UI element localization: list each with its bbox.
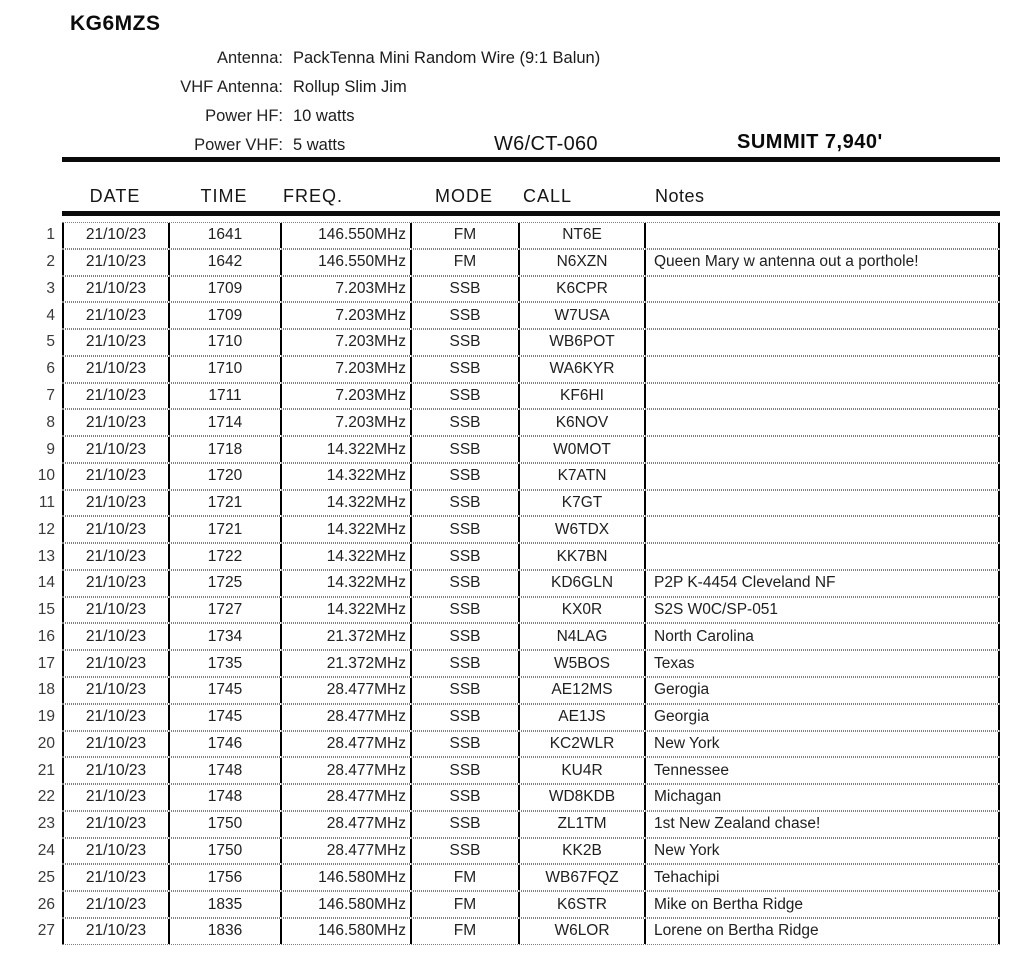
- call-cell: KU4R: [518, 758, 644, 783]
- freq-cell: 146.580MHz: [280, 865, 410, 890]
- mode-cell: FM: [410, 223, 518, 248]
- row-number: 9: [46, 440, 55, 458]
- call-cell: WD8KDB: [518, 785, 644, 810]
- call-cell: W6LOR: [518, 919, 644, 944]
- table-row: [20, 891, 1000, 918]
- notes-cell: [644, 223, 1000, 248]
- row-number: 13: [37, 547, 55, 565]
- mode-cell: SSB: [410, 357, 518, 382]
- table-row: [20, 838, 1000, 865]
- row-number: 5: [46, 333, 55, 351]
- row-number: 1: [46, 226, 55, 244]
- call-cell: K6NOV: [518, 410, 644, 435]
- call-cell: W0MOT: [518, 437, 644, 462]
- time-cell: 1748: [168, 758, 280, 783]
- row-number: 3: [46, 279, 55, 297]
- row-cells: [62, 490, 1000, 517]
- mode-cell: SSB: [410, 491, 518, 516]
- mode-cell: SSB: [410, 758, 518, 783]
- mode-cell: SSB: [410, 732, 518, 757]
- freq-cell: 28.477MHz: [280, 785, 410, 810]
- mode-cell: FM: [410, 250, 518, 275]
- table-row: [20, 650, 1000, 677]
- row-number: 4: [46, 306, 55, 324]
- date-cell: 21/10/23: [62, 491, 168, 516]
- time-cell: 1721: [168, 517, 280, 542]
- notes-cell: Lorene on Bertha Ridge: [644, 919, 1000, 944]
- date-cell: 21/10/23: [62, 919, 168, 944]
- notes-cell: S2S W0C/SP-051: [644, 598, 1000, 623]
- mode-cell: SSB: [410, 651, 518, 676]
- time-cell: 1836: [168, 919, 280, 944]
- time-cell: 1750: [168, 812, 280, 837]
- date-cell: 21/10/23: [62, 544, 168, 569]
- row-cells: [62, 516, 1000, 543]
- time-cell: 1725: [168, 571, 280, 596]
- call-cell: AE12MS: [518, 678, 644, 703]
- mode-cell: FM: [410, 865, 518, 890]
- date-cell: 21/10/23: [62, 250, 168, 275]
- table-row: [20, 731, 1000, 758]
- mode-cell: SSB: [410, 517, 518, 542]
- call-cell: W6TDX: [518, 517, 644, 542]
- table-row: [20, 302, 1000, 329]
- call-cell: K6CPR: [518, 277, 644, 302]
- vhf-antenna-value: Rollup Slim Jim: [293, 78, 407, 96]
- mode-cell: SSB: [410, 330, 518, 355]
- row-number: 14: [37, 574, 55, 592]
- row-cells: [62, 811, 1000, 838]
- mode-cell: SSB: [410, 571, 518, 596]
- table-row: [20, 757, 1000, 784]
- date-cell: 21/10/23: [62, 812, 168, 837]
- row-number: 19: [37, 708, 55, 726]
- mode-cell: SSB: [410, 812, 518, 837]
- date-cell: 21/10/23: [62, 598, 168, 623]
- row-cells: [62, 222, 1000, 249]
- notes-cell: [644, 491, 1000, 516]
- mode-cell: FM: [410, 892, 518, 917]
- table-row: [20, 570, 1000, 597]
- time-cell: 1745: [168, 705, 280, 730]
- notes-cell: Michagan: [644, 785, 1000, 810]
- date-cell: 21/10/23: [62, 624, 168, 649]
- log-rows: [20, 222, 1000, 945]
- summit-reference: W6/CT-060: [494, 133, 598, 155]
- time-cell: 1756: [168, 865, 280, 890]
- mode-cell: SSB: [410, 464, 518, 489]
- info-line-vhf-antenna: [0, 73, 1024, 102]
- date-cell: 21/10/23: [62, 223, 168, 248]
- freq-cell: 14.322MHz: [280, 464, 410, 489]
- notes-cell: [644, 410, 1000, 435]
- mode-cell: SSB: [410, 839, 518, 864]
- freq-cell: 28.477MHz: [280, 732, 410, 757]
- row-cells: [62, 677, 1000, 704]
- row-number: 2: [46, 253, 55, 271]
- date-cell: 21/10/23: [62, 330, 168, 355]
- freq-cell: 7.203MHz: [280, 357, 410, 382]
- row-cells: [62, 784, 1000, 811]
- freq-cell: 14.322MHz: [280, 544, 410, 569]
- row-number: 18: [37, 681, 55, 699]
- notes-cell: Texas: [644, 651, 1000, 676]
- column-header-time: TIME: [200, 186, 248, 206]
- notes-cell: P2P K-4454 Cleveland NF: [644, 571, 1000, 596]
- freq-cell: 7.203MHz: [280, 303, 410, 328]
- time-cell: 1642: [168, 250, 280, 275]
- call-cell: W5BOS: [518, 651, 644, 676]
- time-cell: 1721: [168, 491, 280, 516]
- table-row: [20, 918, 1000, 945]
- call-cell: KD6GLN: [518, 571, 644, 596]
- table-row: [20, 543, 1000, 570]
- row-cells: [62, 623, 1000, 650]
- notes-cell: [644, 517, 1000, 542]
- row-number: 12: [37, 520, 55, 538]
- power-hf-value: 10 watts: [293, 107, 355, 125]
- date-cell: 21/10/23: [62, 517, 168, 542]
- row-cells: [62, 864, 1000, 891]
- row-cells: [62, 249, 1000, 276]
- column-header-freq: FREQ.: [283, 186, 344, 206]
- mode-cell: SSB: [410, 598, 518, 623]
- table-row: [20, 383, 1000, 410]
- table-row: [20, 516, 1000, 543]
- notes-cell: New York: [644, 732, 1000, 757]
- notes-cell: Mike on Bertha Ridge: [644, 892, 1000, 917]
- notes-cell: Gerogia: [644, 678, 1000, 703]
- date-cell: 21/10/23: [62, 464, 168, 489]
- call-cell: N4LAG: [518, 624, 644, 649]
- row-number: 22: [37, 788, 55, 806]
- antenna-label: Antenna:: [216, 49, 283, 67]
- time-cell: 1735: [168, 651, 280, 676]
- freq-cell: 7.203MHz: [280, 384, 410, 409]
- table-row: [20, 463, 1000, 490]
- row-cells: [62, 302, 1000, 329]
- table-row: [20, 677, 1000, 704]
- mode-cell: SSB: [410, 785, 518, 810]
- row-cells: [62, 597, 1000, 624]
- time-cell: 1835: [168, 892, 280, 917]
- mode-cell: SSB: [410, 277, 518, 302]
- time-cell: 1746: [168, 732, 280, 757]
- row-number: 10: [37, 467, 55, 485]
- date-cell: 21/10/23: [62, 839, 168, 864]
- time-cell: 1750: [168, 839, 280, 864]
- date-cell: 21/10/23: [62, 571, 168, 596]
- date-cell: 21/10/23: [62, 437, 168, 462]
- freq-cell: 14.322MHz: [280, 491, 410, 516]
- row-number: 7: [46, 386, 55, 404]
- table-row: [20, 704, 1000, 731]
- row-number: 25: [37, 868, 55, 886]
- freq-cell: 28.477MHz: [280, 678, 410, 703]
- row-number: 21: [37, 761, 55, 779]
- call-cell: N6XZN: [518, 250, 644, 275]
- notes-cell: [644, 277, 1000, 302]
- time-cell: 1711: [168, 384, 280, 409]
- date-cell: 21/10/23: [62, 892, 168, 917]
- info-line-antenna: [0, 44, 1024, 73]
- info-line-power-hf: [0, 102, 1024, 131]
- freq-cell: 14.322MHz: [280, 437, 410, 462]
- row-cells: [62, 409, 1000, 436]
- operator-callsign: KG6MZS: [70, 12, 161, 35]
- freq-cell: 14.322MHz: [280, 517, 410, 542]
- mode-cell: SSB: [410, 410, 518, 435]
- power-vhf-value: 5 watts: [293, 136, 346, 154]
- freq-cell: 146.550MHz: [280, 223, 410, 248]
- row-cells: [62, 463, 1000, 490]
- row-number: 23: [37, 815, 55, 833]
- mode-cell: SSB: [410, 678, 518, 703]
- freq-cell: 146.580MHz: [280, 919, 410, 944]
- freq-cell: 21.372MHz: [280, 651, 410, 676]
- time-cell: 1709: [168, 303, 280, 328]
- row-cells: [62, 918, 1000, 945]
- mode-cell: SSB: [410, 437, 518, 462]
- mode-cell: SSB: [410, 303, 518, 328]
- freq-cell: 7.203MHz: [280, 410, 410, 435]
- notes-cell: [644, 544, 1000, 569]
- table-row: [20, 784, 1000, 811]
- date-cell: 21/10/23: [62, 758, 168, 783]
- freq-cell: 14.322MHz: [280, 571, 410, 596]
- call-cell: K7ATN: [518, 464, 644, 489]
- call-cell: WB6POT: [518, 330, 644, 355]
- table-row: [20, 409, 1000, 436]
- call-cell: KX0R: [518, 598, 644, 623]
- table-top-rule: [62, 211, 1000, 216]
- column-header-mode: MODE: [435, 186, 493, 206]
- time-cell: 1734: [168, 624, 280, 649]
- table-row: [20, 864, 1000, 891]
- summit-elevation: SUMMIT 7,940': [737, 131, 883, 153]
- call-cell: W7USA: [518, 303, 644, 328]
- notes-cell: New York: [644, 839, 1000, 864]
- notes-cell: North Carolina: [644, 624, 1000, 649]
- call-cell: K7GT: [518, 491, 644, 516]
- time-cell: 1720: [168, 464, 280, 489]
- notes-cell: [644, 437, 1000, 462]
- time-cell: 1714: [168, 410, 280, 435]
- row-number: 17: [37, 654, 55, 672]
- table-row: [20, 222, 1000, 249]
- column-header-call: CALL: [523, 186, 573, 206]
- power-hf-label: Power HF:: [205, 107, 283, 125]
- column-header-notes: Notes: [655, 186, 705, 206]
- date-cell: 21/10/23: [62, 303, 168, 328]
- row-cells: [62, 650, 1000, 677]
- column-header-row: [62, 184, 1000, 209]
- time-cell: 1710: [168, 330, 280, 355]
- time-cell: 1641: [168, 223, 280, 248]
- date-cell: 21/10/23: [62, 705, 168, 730]
- freq-cell: 28.477MHz: [280, 812, 410, 837]
- date-cell: 21/10/23: [62, 651, 168, 676]
- time-cell: 1710: [168, 357, 280, 382]
- row-number: 11: [38, 494, 55, 512]
- row-cells: [62, 543, 1000, 570]
- row-cells: [62, 704, 1000, 731]
- date-cell: 21/10/23: [62, 865, 168, 890]
- notes-cell: [644, 330, 1000, 355]
- time-cell: 1722: [168, 544, 280, 569]
- mode-cell: SSB: [410, 624, 518, 649]
- call-cell: KC2WLR: [518, 732, 644, 757]
- table-row: [20, 249, 1000, 276]
- table-row: [20, 329, 1000, 356]
- call-cell: NT6E: [518, 223, 644, 248]
- freq-cell: 21.372MHz: [280, 624, 410, 649]
- row-cells: [62, 570, 1000, 597]
- row-cells: [62, 838, 1000, 865]
- notes-cell: [644, 464, 1000, 489]
- notes-cell: Queen Mary w antenna out a porthole!: [644, 250, 1000, 275]
- column-header-date: DATE: [89, 186, 141, 206]
- row-cells: [62, 383, 1000, 410]
- row-number: 16: [37, 627, 55, 645]
- row-cells: [62, 436, 1000, 463]
- table-row: [20, 623, 1000, 650]
- time-cell: 1718: [168, 437, 280, 462]
- row-cells: [62, 329, 1000, 356]
- table-row: [20, 436, 1000, 463]
- call-cell: ZL1TM: [518, 812, 644, 837]
- time-cell: 1727: [168, 598, 280, 623]
- call-cell: KF6HI: [518, 384, 644, 409]
- date-cell: 21/10/23: [62, 410, 168, 435]
- call-cell: K6STR: [518, 892, 644, 917]
- row-number: 26: [37, 895, 55, 913]
- row-cells: [62, 731, 1000, 758]
- date-cell: 21/10/23: [62, 384, 168, 409]
- row-number: 6: [46, 360, 55, 378]
- mode-cell: SSB: [410, 384, 518, 409]
- notes-cell: [644, 357, 1000, 382]
- freq-cell: 146.550MHz: [280, 250, 410, 275]
- time-cell: 1709: [168, 277, 280, 302]
- call-cell: WA6KYR: [518, 357, 644, 382]
- notes-cell: 1st New Zealand chase!: [644, 812, 1000, 837]
- row-number: 27: [37, 922, 55, 940]
- table-row: [20, 356, 1000, 383]
- row-number: 20: [37, 734, 55, 752]
- date-cell: 21/10/23: [62, 357, 168, 382]
- row-cells: [62, 276, 1000, 303]
- row-number: 15: [37, 601, 55, 619]
- date-cell: 21/10/23: [62, 678, 168, 703]
- notes-cell: Georgia: [644, 705, 1000, 730]
- call-cell: KK7BN: [518, 544, 644, 569]
- row-number: 8: [46, 413, 55, 431]
- table-row: [20, 597, 1000, 624]
- table-row: [20, 490, 1000, 517]
- freq-cell: 14.322MHz: [280, 598, 410, 623]
- date-cell: 21/10/23: [62, 785, 168, 810]
- freq-cell: 7.203MHz: [280, 277, 410, 302]
- freq-cell: 7.203MHz: [280, 330, 410, 355]
- mode-cell: SSB: [410, 544, 518, 569]
- table-row: [20, 811, 1000, 838]
- vhf-antenna-label: VHF Antenna:: [180, 78, 283, 96]
- mode-cell: FM: [410, 919, 518, 944]
- notes-cell: [644, 303, 1000, 328]
- freq-cell: 28.477MHz: [280, 705, 410, 730]
- call-cell: KK2B: [518, 839, 644, 864]
- call-cell: WB67FQZ: [518, 865, 644, 890]
- antenna-value: PackTenna Mini Random Wire (9:1 Balun): [293, 49, 601, 67]
- row-cells: [62, 891, 1000, 918]
- time-cell: 1748: [168, 785, 280, 810]
- date-cell: 21/10/23: [62, 732, 168, 757]
- freq-cell: 28.477MHz: [280, 839, 410, 864]
- notes-cell: Tehachipi: [644, 865, 1000, 890]
- row-cells: [62, 757, 1000, 784]
- power-vhf-label: Power VHF:: [194, 136, 283, 154]
- freq-cell: 146.580MHz: [280, 892, 410, 917]
- time-cell: 1745: [168, 678, 280, 703]
- mode-cell: SSB: [410, 705, 518, 730]
- table-row: [20, 276, 1000, 303]
- freq-cell: 28.477MHz: [280, 758, 410, 783]
- row-cells: [62, 356, 1000, 383]
- notes-cell: [644, 384, 1000, 409]
- row-number: 24: [37, 841, 55, 859]
- header-divider-rule: [62, 157, 1000, 162]
- date-cell: 21/10/23: [62, 277, 168, 302]
- call-cell: AE1JS: [518, 705, 644, 730]
- notes-cell: Tennessee: [644, 758, 1000, 783]
